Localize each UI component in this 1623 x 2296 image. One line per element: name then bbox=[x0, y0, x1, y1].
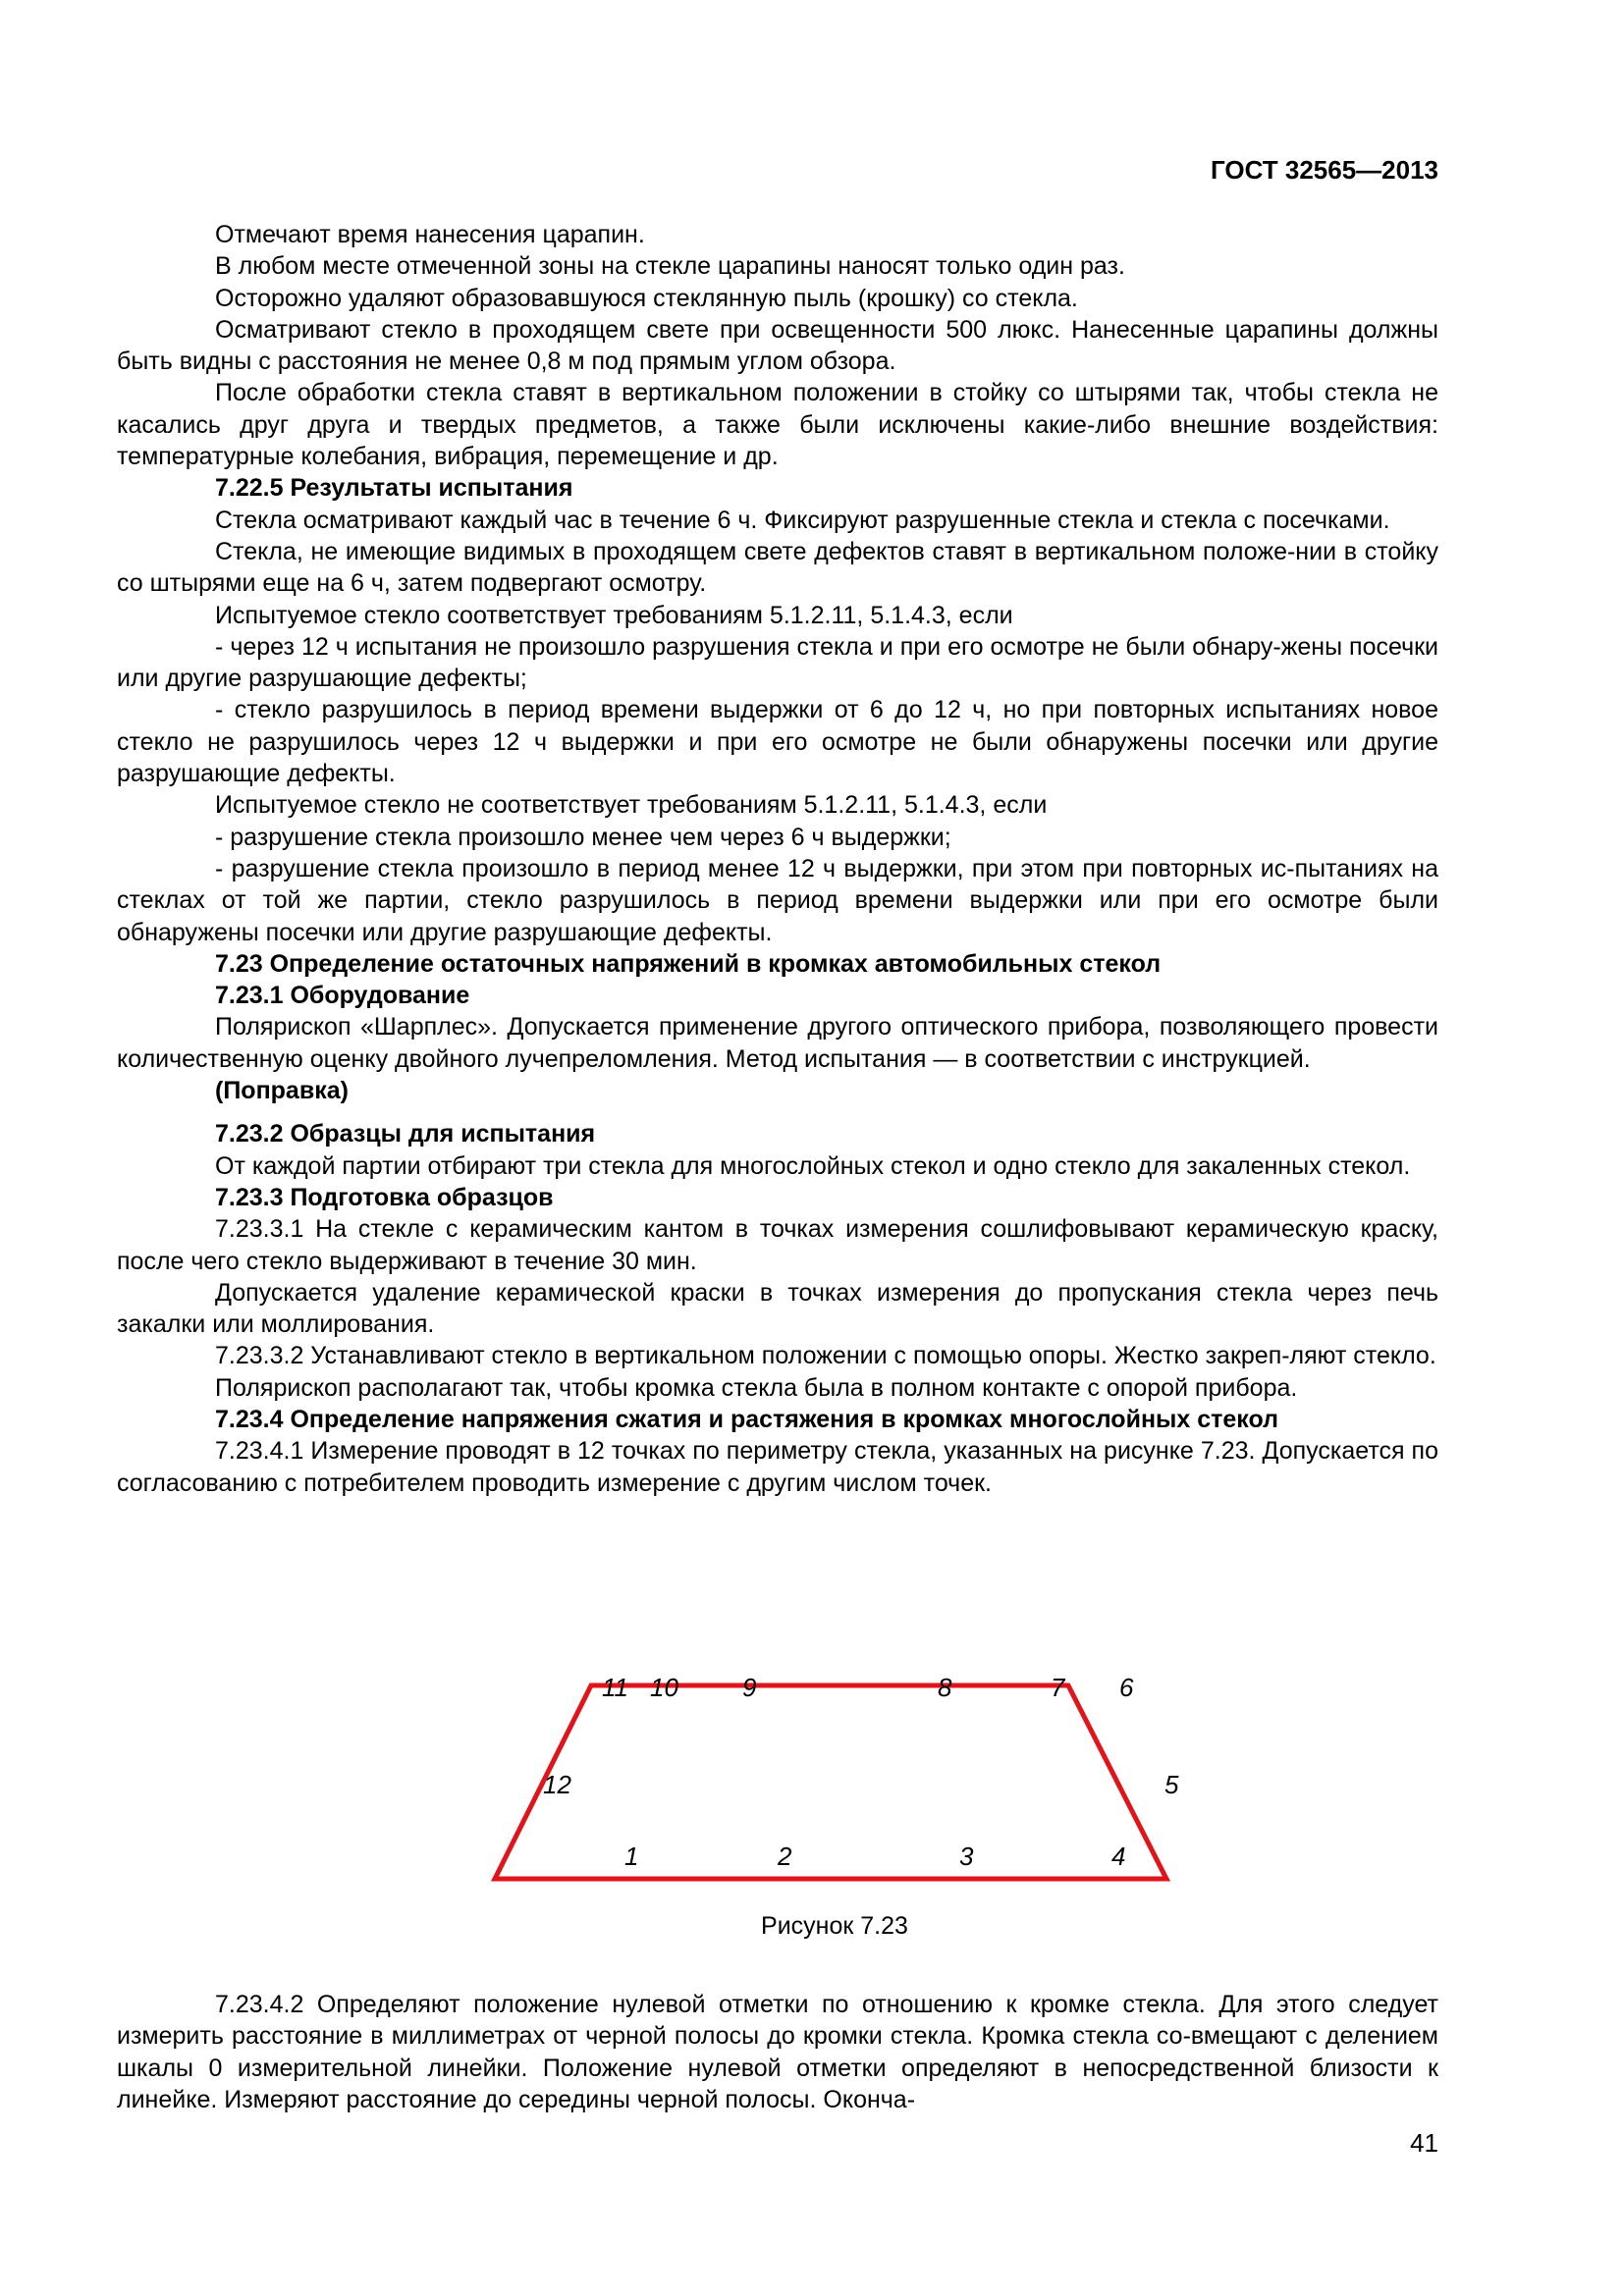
paragraph: Допускается удаление керамической краски в точках измерения до пропускания стекла через печь закалки или моллирования. bbox=[117, 1278, 1438, 1339]
spacer bbox=[117, 1106, 1438, 1118]
figure-7-23 bbox=[471, 1659, 1217, 1914]
section-heading: 7.23 Определение остаточных напряжений в кромках автомобильных стекол bbox=[215, 949, 1162, 978]
trapezoid-diagram bbox=[471, 1659, 1217, 1914]
paragraph: Осматривают стекло в проходящем свете при освещенности 500 люкс. Нанесенные царапины должны быть видны с расстояния не менее 0,8 м под прямым углом обзора. bbox=[117, 315, 1438, 376]
glass-outline bbox=[495, 1685, 1166, 1879]
paragraph: Стекла, не имеющие видимых в проходящем свете дефектов ставят в вертикальном положе-нии в стойку со штырями еще на 6 ч, затем подвергают осмотру. bbox=[117, 537, 1438, 598]
paragraph: Стекла осматривают каждый час в течение 6 ч. Фиксируют разрушенные стекла и стекла с посечками. bbox=[215, 506, 1390, 534]
point-label: 3 bbox=[959, 1842, 974, 1871]
body-text-continued bbox=[117, 1989, 1438, 2115]
point-label: 9 bbox=[742, 1673, 757, 1702]
list-item: - разрушение стекла произошло в период менее 12 ч выдержки, при этом при повторных ис-пытаниях на стеклах от той же партии, стекло разрушилось в период времени выдержки или при его осмотре были обнаружены посечки или другие разрушающие дефекты. bbox=[117, 854, 1438, 946]
point-label: 10 bbox=[650, 1673, 678, 1702]
paragraph: Испытуемое стекло соответствует требованиям 5.1.2.11, 5.1.4.3, если bbox=[215, 601, 1013, 629]
paragraph: Полярископ «Шарплес». Допускается применение другого оптического прибора, позволяющего провести количественную оценку двойного лучепреломления. Метод испытания — в соответствии с инструкцией. bbox=[117, 1013, 1438, 1073]
paragraph: 7.23.3.2 Устанавливают стекло в вертикальном положении с помощью опоры. Жестко закреп-ляют стекло. bbox=[215, 1342, 1436, 1370]
list-item: - разрушение стекла произошло менее чем через 6 ч выдержки; bbox=[215, 823, 951, 851]
subsection-heading: 7.23.1 Оборудование bbox=[215, 982, 470, 1010]
point-label: 12 bbox=[543, 1770, 571, 1799]
list-item: - через 12 ч испытания не произошло разрушения стекла и при его осмотре не были обнару-жены посечки или другие разрушающие дефекты; bbox=[117, 632, 1438, 693]
standard-header: ГОСТ 32565—2013 bbox=[1211, 155, 1438, 185]
paragraph: Осторожно удаляют образовавшуюся стеклянную пыль (крошку) со стекла. bbox=[215, 284, 1078, 312]
subsection-heading: 7.23.4 Определение напряжения сжатия и растяжения в кромках многослойных стекол bbox=[215, 1405, 1279, 1433]
paragraph: 7.23.4.1 Измерение проводят в 12 точках по периметру стекла, указанных на рисунке 7.23. Допускается по согласованию с потребителем проводить измерение с другим числом точек. bbox=[117, 1437, 1438, 1497]
point-label: 8 bbox=[938, 1673, 952, 1702]
point-label: 1 bbox=[624, 1842, 639, 1871]
point-label: 6 bbox=[1119, 1673, 1134, 1702]
paragraph: 7.23.4.2 Определяют положение нулевой отметки по отношению к кромке стекла. Для этого следует измерить расстояние в миллиметрах от черной полосы до кромки стекла. Кромка стекла со-вмещают с делением шкалы 0 измерительной линейки. Положение нулевой отметки определяют в непосредственной близости к линейке. Измеряют расстояние до середины черной полосы. Оконча- bbox=[117, 1991, 1438, 2113]
point-label: 4 bbox=[1111, 1842, 1126, 1871]
point-label: 11 bbox=[602, 1673, 628, 1702]
paragraph: Испытуемое стекло не соответствует требованиям 5.1.2.11, 5.1.4.3, если bbox=[215, 791, 1048, 820]
point-label: 5 bbox=[1164, 1770, 1179, 1799]
paragraph: После обработки стекла ставят в вертикальном положении в стойку со штырями так, чтобы стекла не касались друг друга и твердых предметов, а также были исключены какие-либо внешние воздействия: температурные колебания, вибрация, перемещение и др. bbox=[117, 379, 1438, 471]
paragraph: 7.23.3.1 На стекле с керамическим кантом в точках измерения сошлифовывают керамическую краску, после чего стекло выдерживают в течение 30 мин. bbox=[117, 1215, 1438, 1275]
paragraph: Полярископ располагают так, чтобы кромка стекла была в полном контакте с опорой прибора. bbox=[215, 1373, 1298, 1402]
subsection-heading: 7.23.2 Образцы для испытания bbox=[215, 1120, 596, 1148]
paragraph: Отмечают время нанесения царапин. bbox=[215, 221, 645, 248]
paragraph: От каждой партии отбирают три стекла для многослойных стекол и одно стекло для закаленных стекол. bbox=[215, 1151, 1411, 1180]
body-text bbox=[117, 219, 1438, 1499]
section-heading: 7.22.5 Результаты испытания bbox=[215, 474, 573, 503]
subsection-heading: 7.23.3 Подготовка образцов bbox=[215, 1183, 554, 1211]
figure-caption: Рисунок 7.23 bbox=[761, 1912, 908, 1940]
point-label: 7 bbox=[1051, 1673, 1065, 1702]
paragraph: В любом месте отмеченной зоны на стекле царапины наносят только один раз. bbox=[215, 252, 1125, 281]
point-label: 2 bbox=[778, 1842, 792, 1871]
page-number: 41 bbox=[1410, 2128, 1438, 2158]
amendment-note: (Поправка) bbox=[215, 1077, 349, 1105]
list-item: - стекло разрушилось в период времени выдержки от 6 до 12 ч, но при повторных испытаниях новое стекло не разрушилось через 12 ч выдержки и при его осмотре не были обнаружены посечки или другие разрушающие дефекты. bbox=[117, 696, 1438, 788]
